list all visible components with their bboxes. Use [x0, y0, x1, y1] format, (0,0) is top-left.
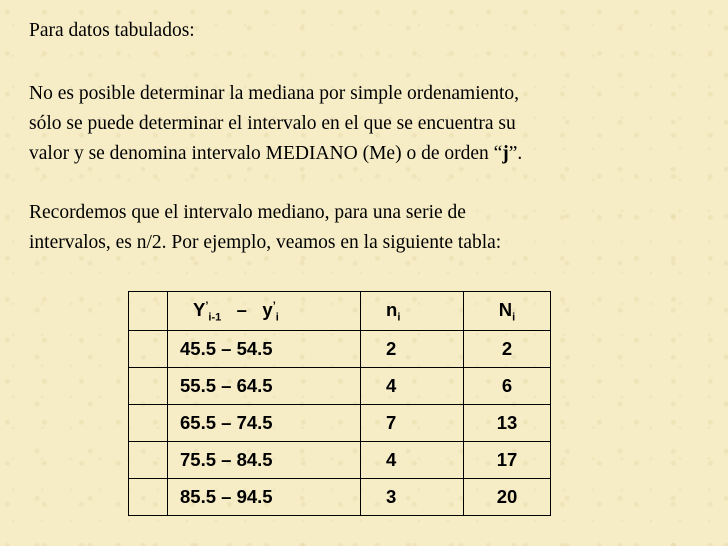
header-interval-right-prime: ’ — [272, 299, 276, 312]
table-row — [129, 368, 551, 405]
table-header-row — [129, 292, 551, 331]
table-row — [129, 479, 551, 516]
header-empty-cell — [129, 292, 168, 331]
recall-line-1: Recordemos que el intervalo mediano, para una serie de — [29, 202, 466, 223]
row-empty-cell — [129, 442, 168, 479]
header-interval-left-sub: i-1 — [208, 311, 222, 324]
header-frequency — [361, 292, 464, 331]
frequency-cell: 2 — [361, 331, 464, 368]
header-interval-dash: – — [236, 298, 247, 320]
recall-line-2: intervalos, es n/2. Por ejemplo, veamos en la siguiente tabla: — [29, 232, 502, 253]
interval-cell: 85.5 – 94.5 — [168, 479, 361, 516]
cumulative-cell: 20 — [464, 479, 551, 516]
frequency-table — [128, 291, 551, 516]
header-cumulative-main: N — [498, 298, 513, 320]
header-interval-right: y — [262, 298, 273, 320]
row-empty-cell — [129, 368, 168, 405]
explanation-line-3: valor y se denomina intervalo MEDIANO (Me) o de orden “ — [29, 143, 503, 164]
header-interval-right-sub: i — [275, 311, 279, 324]
explanation-line-1: No es posible determinar la mediana por simple ordenamiento, — [29, 83, 520, 104]
heading-text: Para datos tabulados: — [29, 20, 195, 41]
interval-cell: 45.5 – 54.5 — [168, 331, 361, 368]
cumulative-cell: 2 — [464, 331, 551, 368]
frequency-cell: 4 — [361, 442, 464, 479]
frequency-cell: 7 — [361, 405, 464, 442]
recall-paragraph — [29, 198, 501, 258]
row-empty-cell — [129, 331, 168, 368]
cumulative-cell: 13 — [464, 405, 551, 442]
row-empty-cell — [129, 405, 168, 442]
explanation-line-3-end: ”. — [508, 143, 523, 164]
frequency-cell: 3 — [361, 479, 464, 516]
row-empty-cell — [129, 479, 168, 516]
header-frequency-main: n — [386, 298, 398, 320]
header-frequency-sub: i — [397, 311, 401, 324]
header-interval-left-prime: ’ — [205, 299, 209, 312]
explanation-paragraph — [29, 79, 522, 169]
header-interval — [168, 292, 361, 331]
header-interval-left: Y — [193, 298, 206, 320]
interval-cell: 55.5 – 64.5 — [168, 368, 361, 405]
intro-heading — [29, 16, 195, 46]
interval-cell: 65.5 – 74.5 — [168, 405, 361, 442]
table-row — [129, 442, 551, 479]
order-symbol: j — [502, 143, 509, 164]
explanation-line-2: sólo se puede determinar el intervalo en el que se encuentra su — [29, 113, 516, 134]
table-row — [129, 331, 551, 368]
header-cumulative — [464, 292, 551, 331]
table-row — [129, 405, 551, 442]
frequency-cell: 4 — [361, 368, 464, 405]
interval-cell: 75.5 – 84.5 — [168, 442, 361, 479]
header-cumulative-sub: i — [512, 311, 516, 324]
cumulative-cell: 6 — [464, 368, 551, 405]
cumulative-cell: 17 — [464, 442, 551, 479]
